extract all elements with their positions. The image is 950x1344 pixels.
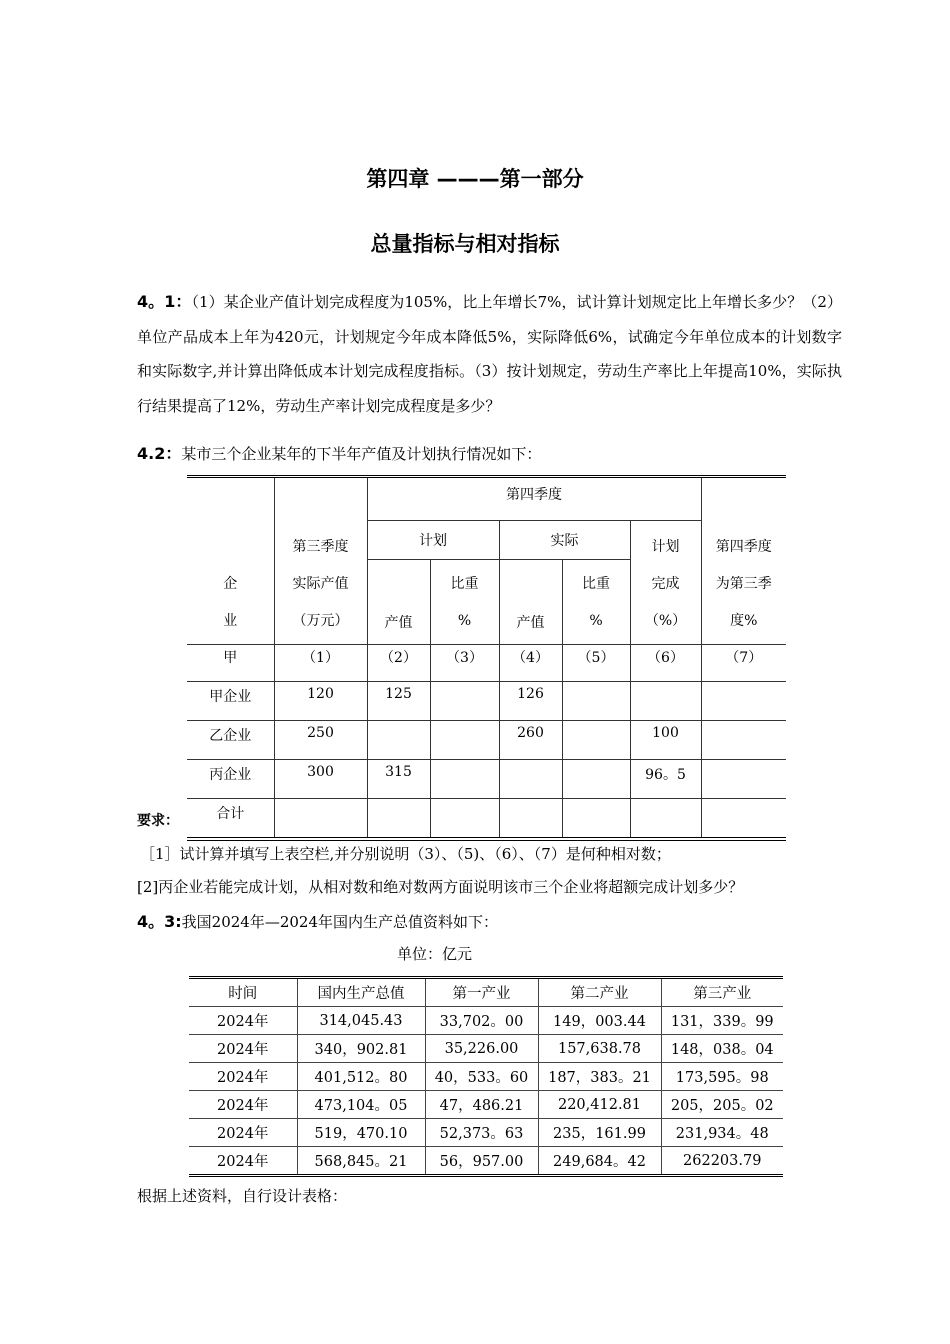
question-4-3: [137, 909, 498, 932]
cell: [701, 721, 786, 760]
cell: [367, 721, 430, 760]
cell: 315: [367, 760, 430, 799]
header-text: 完成: [651, 576, 680, 592]
cell: 148，038。04: [661, 1035, 783, 1063]
cell: 33,702。00: [425, 1007, 538, 1035]
cell: 300: [274, 760, 367, 799]
table-row: [189, 1147, 783, 1176]
header-text: 比重: [582, 576, 610, 592]
cell: [430, 682, 499, 721]
cell: [562, 682, 630, 721]
header-text: 企: [223, 576, 238, 592]
cell: 250: [274, 721, 367, 760]
header-text: 第三季度: [292, 539, 349, 555]
cell: 401,512。80: [297, 1063, 425, 1091]
header-cell: 时间: [189, 978, 297, 1007]
cell: （2）: [367, 645, 430, 682]
cell: 合计: [187, 799, 274, 840]
question-4-1: [137, 285, 842, 423]
cell: 149，003.44: [538, 1007, 661, 1035]
cell: 173,595。98: [661, 1063, 783, 1091]
header-text: 度%: [730, 613, 758, 629]
header-q3-actual: [274, 477, 367, 645]
cell: 120: [274, 682, 367, 721]
header-text: %: [589, 613, 603, 629]
cell: [701, 682, 786, 721]
header-cell: 第三产业: [661, 978, 783, 1007]
cell: [630, 799, 701, 840]
requirement-1: ［1］试计算并填写上表空栏,并分别说明（3）、（5)、（6）、（7）是何种相对数；: [140, 845, 671, 863]
cell: [367, 799, 430, 840]
header-text: 为第三季: [715, 576, 772, 592]
header-q4: 第四季度: [367, 477, 701, 521]
question-label: 4。1：: [137, 292, 192, 311]
header-cell: 第一产业: [425, 978, 538, 1007]
table-row: [187, 760, 786, 799]
cell: 56，957.00: [425, 1147, 538, 1176]
cell: （7）: [701, 645, 786, 682]
cell: （5）: [562, 645, 630, 682]
header-text: 第四季度: [715, 539, 772, 555]
cell: 丙企业: [187, 760, 274, 799]
cell: 2024年: [189, 1091, 297, 1119]
cell: 96。5: [630, 760, 701, 799]
header-text: 实际产值: [292, 576, 349, 592]
cell: 乙企业: [187, 721, 274, 760]
cell: 2024年: [189, 1119, 297, 1147]
cell: [499, 799, 562, 840]
header-row: [189, 978, 783, 1007]
header-text: （万元）: [292, 613, 349, 629]
question-label: 4。3:: [137, 912, 182, 931]
cell: （4）: [499, 645, 562, 682]
cell: 235，161.99: [538, 1119, 661, 1147]
total-row: [187, 799, 786, 840]
chapter-title: 第四章 ———第一部分: [366, 167, 584, 191]
cell: （6）: [630, 645, 701, 682]
cell: [701, 799, 786, 840]
header-actual-value: 产值: [499, 560, 562, 645]
cell: 231,934。48: [661, 1119, 783, 1147]
cell: 35,226.00: [425, 1035, 538, 1063]
cell: 519，470.10: [297, 1119, 425, 1147]
table-row: [189, 1063, 783, 1091]
cell: [430, 799, 499, 840]
table-row: [189, 1035, 783, 1063]
cell: 甲企业: [187, 682, 274, 721]
enterprise-output-table: [187, 475, 786, 841]
cell: 220,412.81: [538, 1091, 661, 1119]
cell: [499, 760, 562, 799]
header-text: %: [457, 613, 472, 629]
table-row: [189, 1007, 783, 1035]
cell: 100: [630, 721, 701, 760]
header-plan: 计划: [367, 521, 499, 560]
cell: 126: [499, 682, 562, 721]
cell: 473,104。05: [297, 1091, 425, 1119]
cell: [274, 799, 367, 840]
cell: 甲: [187, 645, 274, 682]
cell: （1）: [274, 645, 367, 682]
cell: 187，383。21: [538, 1063, 661, 1091]
question-text: 某市三个企业某年的下半年产值及计划执行情况如下：: [181, 445, 542, 463]
cell: [630, 682, 701, 721]
header-plan-value: 产值: [367, 560, 430, 645]
cell: [701, 760, 786, 799]
cell: 47，486.21: [425, 1091, 538, 1119]
table-row: [189, 1119, 783, 1147]
requirement-2: [2]丙企业若能完成计划，从相对数和绝对数两方面说明该市三个企业将超额完成计划多少？: [137, 878, 744, 896]
cell: 262203.79: [661, 1147, 783, 1176]
cell: [430, 760, 499, 799]
cell: 2024年: [189, 1007, 297, 1035]
cell: 40，533。60: [425, 1063, 538, 1091]
question-text: （1）某企业产值计划完成程度为105%，比上年增长7%，试计算计划规定比上年增长多少？（2）单位产品成本上年为420元，计划规定今年成本降低5%，实际降低6%，试确定今年单位成本的计划数字和实际数字,并计算出降低成本计划完成程度指标。（3）按计划规定，劳动生产率比上年提高10%，实际执行结果提高了12%，劳动生产率计划完成程度是多少？: [137, 293, 842, 415]
header-q4-vs-q3: [701, 477, 786, 645]
cell: 2024年: [189, 1147, 297, 1176]
cell: 205，205。02: [661, 1091, 783, 1119]
cell: 2024年: [189, 1063, 297, 1091]
question-4-2: [137, 441, 541, 464]
gdp-table: [189, 976, 783, 1177]
cell: （3）: [430, 645, 499, 682]
header-text: 比重: [450, 576, 479, 592]
section-subtitle: 总量指标与相对指标: [370, 232, 560, 256]
header-text: 业: [223, 613, 238, 629]
header-cell: 国内生产总值: [297, 978, 425, 1007]
cell: 314,045.43: [297, 1007, 425, 1035]
cell: 568,845。21: [297, 1147, 425, 1176]
question-label: 4.2：: [137, 444, 182, 463]
cell: 340，902.81: [297, 1035, 425, 1063]
header-actual: 实际: [499, 521, 630, 560]
cell: [562, 799, 630, 840]
header-actual-share: [562, 560, 630, 645]
header-completion: [630, 521, 701, 645]
cell: 52,373。63: [425, 1119, 538, 1147]
table-row: [189, 1091, 783, 1119]
cell: [562, 760, 630, 799]
header-text: 计划: [651, 539, 680, 555]
requirements-label: 要求：: [137, 813, 179, 829]
question-text: 我国2024年—2024年国内生产总值资料如下：: [181, 913, 499, 931]
table-row: [187, 721, 786, 760]
header-enterprise: [187, 477, 274, 645]
cell: 157,638.78: [538, 1035, 661, 1063]
cell: 2024年: [189, 1035, 297, 1063]
header-text: （%）: [644, 613, 687, 629]
cell: 260: [499, 721, 562, 760]
footer-instruction: 根据上述资料，自行设计表格：: [137, 1187, 348, 1205]
index-row: [187, 645, 786, 682]
table-row: [187, 682, 786, 721]
cell: 125: [367, 682, 430, 721]
cell: 249,684。42: [538, 1147, 661, 1176]
unit-label: 单位：亿元: [397, 945, 473, 963]
cell: [562, 721, 630, 760]
cell: 131，339。99: [661, 1007, 783, 1035]
header-plan-share: [430, 560, 499, 645]
cell: [430, 721, 499, 760]
header-cell: 第二产业: [538, 978, 661, 1007]
